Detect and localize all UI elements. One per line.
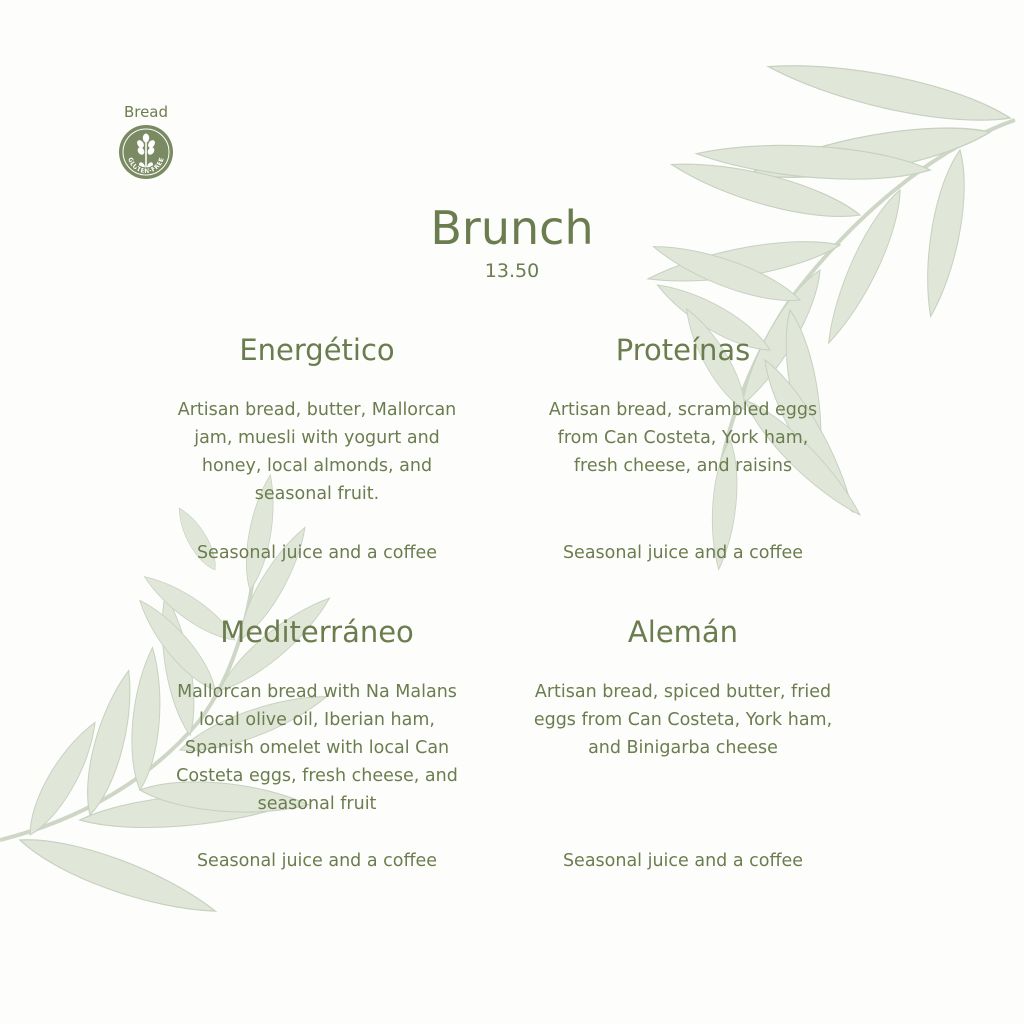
section-description: Artisan bread, scrambled eggs from Can Costeta, York ham, fresh cheese, and raisins	[548, 400, 818, 476]
section-drink: Seasonal juice and a coffee	[196, 543, 438, 563]
section-heading: Energético	[239, 333, 395, 367]
menu-section-proteinas	[533, 330, 833, 570]
badge-text: GLUTEN-FREE	[126, 156, 166, 176]
gluten-free-badge-group	[110, 102, 182, 180]
menu-section-energetico	[167, 330, 467, 570]
section-heading: Mediterráneo	[220, 615, 414, 649]
gluten-free-badge-icon	[118, 124, 174, 180]
menu-section-mediterraneo	[167, 612, 467, 882]
menu-price: 13.50	[484, 260, 540, 282]
section-description: Mallorcan bread with Na Malans local olive oil, Iberian ham, Spanish omelet with local Can Costeta eggs, fresh cheese, and seasonal fruit	[176, 682, 458, 814]
menu-title: Brunch	[430, 201, 594, 255]
section-drink: Seasonal juice and a coffee	[196, 851, 438, 871]
section-description: Artisan bread, butter, Mallorcan jam, muesli with yogurt and honey, local almonds, and seasonal fruit.	[177, 400, 457, 504]
badge-label: Bread	[123, 103, 169, 121]
section-drink: Seasonal juice and a coffee	[562, 851, 804, 871]
section-description: Artisan bread, spiced butter, fried eggs from Can Costeta, York ham, and Binigarba cheese	[533, 682, 833, 758]
section-heading: Proteínas	[615, 333, 751, 367]
section-heading: Alemán	[627, 615, 739, 649]
menu-section-aleman	[533, 612, 833, 882]
section-drink: Seasonal juice and a coffee	[562, 543, 804, 563]
